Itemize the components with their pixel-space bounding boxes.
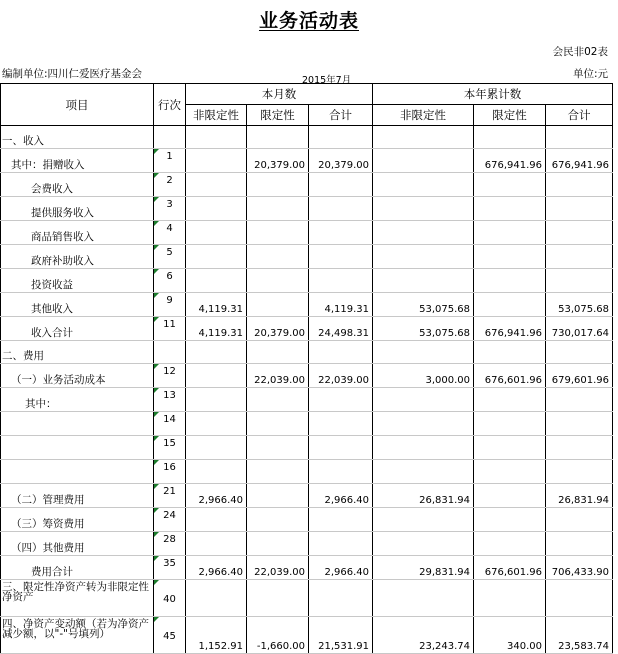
- cell-ytd-total: [546, 460, 613, 484]
- row-seq: 21: [154, 484, 186, 508]
- org-unit: 编制单位:四川仁爱医疗基金会: [2, 68, 143, 80]
- table-row: [1, 436, 613, 460]
- cell-ytd-unrestricted: 26,831.94: [373, 484, 474, 508]
- cell-ytd-restricted: [474, 436, 546, 460]
- cell-ytd-total: [546, 412, 613, 436]
- cell-ytd-unrestricted: [373, 245, 474, 269]
- table-row: [1, 269, 613, 293]
- row-seq: 45: [154, 617, 186, 654]
- cell-month-unrestricted: 4,119.31: [186, 293, 247, 317]
- cell-ytd-unrestricted: [373, 436, 474, 460]
- table-row: [1, 221, 613, 245]
- cell-ytd-unrestricted: 3,000.00: [373, 364, 474, 388]
- cell-month-restricted: [247, 532, 309, 556]
- cell-ytd-restricted: [474, 269, 546, 293]
- cell-month-unrestricted: [186, 508, 247, 532]
- cell-ytd-unrestricted: [373, 221, 474, 245]
- cell-month-total: [309, 173, 373, 197]
- row-item: 政府补助收入: [1, 245, 154, 269]
- header-ytd-group: 本年累计数: [373, 84, 613, 105]
- row-item: [1, 436, 154, 460]
- cell-ytd-unrestricted: [373, 508, 474, 532]
- cell-ytd-restricted: 676,941.96: [474, 317, 546, 341]
- cell-month-unrestricted: [186, 436, 247, 460]
- cell-month-unrestricted: [186, 197, 247, 221]
- row-item: 收入合计: [1, 317, 154, 341]
- cell-ytd-total: 730,017.64: [546, 317, 613, 341]
- row-seq: 1: [154, 149, 186, 173]
- cell-month-total: [309, 460, 373, 484]
- row-seq: 24: [154, 508, 186, 532]
- row-seq: 35: [154, 556, 186, 580]
- cell-ytd-total: 23,583.74: [546, 617, 613, 654]
- cell-ytd-total: [546, 580, 613, 617]
- row-seq: 12: [154, 364, 186, 388]
- cell-ytd-restricted: [474, 197, 546, 221]
- cell-ytd-restricted: 340.00: [474, 617, 546, 654]
- cell-ytd-total: [546, 388, 613, 412]
- cell-ytd-total: 26,831.94: [546, 484, 613, 508]
- row-item: 二、费用: [1, 341, 154, 364]
- cell-month-restricted: [247, 460, 309, 484]
- cell-ytd-restricted: [474, 245, 546, 269]
- row-item: 其中：: [1, 388, 154, 412]
- cell-month-unrestricted: 4,119.31: [186, 317, 247, 341]
- cell-month-unrestricted: [186, 412, 247, 436]
- cell-month-restricted: [247, 269, 309, 293]
- cell-month-unrestricted: 2,966.40: [186, 556, 247, 580]
- cell-month-total: [309, 341, 373, 364]
- table-row: [1, 245, 613, 269]
- cell-month-total: 2,966.40: [309, 556, 373, 580]
- cell-month-unrestricted: [186, 580, 247, 617]
- cell-month-total: [309, 436, 373, 460]
- cell-month-unrestricted: [186, 245, 247, 269]
- row-seq: 11: [154, 317, 186, 341]
- table-row: [1, 364, 613, 388]
- cell-ytd-restricted: [474, 221, 546, 245]
- cell-month-restricted: 22,039.00: [247, 556, 309, 580]
- cell-month-total: [309, 580, 373, 617]
- cell-month-unrestricted: [186, 341, 247, 364]
- row-seq: 28: [154, 532, 186, 556]
- cell-month-total: [309, 412, 373, 436]
- table-row: [1, 197, 613, 221]
- cell-ytd-unrestricted: 53,075.68: [373, 317, 474, 341]
- cell-month-unrestricted: [186, 388, 247, 412]
- cell-ytd-restricted: [474, 484, 546, 508]
- cell-ytd-restricted: 676,601.96: [474, 364, 546, 388]
- table-row: [1, 173, 613, 197]
- table-row: [1, 293, 613, 317]
- cell-month-unrestricted: [186, 532, 247, 556]
- cell-ytd-total: [546, 221, 613, 245]
- cell-ytd-total: [546, 532, 613, 556]
- row-seq: 16: [154, 460, 186, 484]
- cell-ytd-restricted: 676,941.96: [474, 149, 546, 173]
- row-item: [1, 460, 154, 484]
- cell-ytd-total: 679,601.96: [546, 364, 613, 388]
- cell-ytd-restricted: [474, 508, 546, 532]
- cell-month-unrestricted: [186, 126, 247, 149]
- cell-ytd-restricted: [474, 412, 546, 436]
- row-seq: [154, 126, 186, 149]
- cell-ytd-unrestricted: [373, 532, 474, 556]
- table-row: [1, 617, 613, 654]
- cell-ytd-total: [546, 126, 613, 149]
- table-row: [1, 484, 613, 508]
- cell-ytd-restricted: [474, 126, 546, 149]
- cell-month-total: 24,498.31: [309, 317, 373, 341]
- cell-month-restricted: [247, 293, 309, 317]
- row-item: 一、收入: [1, 126, 154, 149]
- row-item: （一）业务活动成本: [1, 364, 154, 388]
- cell-month-total: [309, 221, 373, 245]
- cell-month-restricted: [247, 436, 309, 460]
- table-row: [1, 532, 613, 556]
- cell-month-restricted: [247, 412, 309, 436]
- cell-month-restricted: -1,660.00: [247, 617, 309, 654]
- cell-month-total: [309, 269, 373, 293]
- row-item: 三、限定性净资产转为非限定性净资产: [1, 580, 154, 617]
- row-item: （四）其他费用: [1, 532, 154, 556]
- row-seq: [154, 341, 186, 364]
- row-seq: 13: [154, 388, 186, 412]
- header-seq: 行次: [154, 84, 186, 126]
- row-item: 费用合计: [1, 556, 154, 580]
- cell-month-restricted: [247, 484, 309, 508]
- row-seq: 4: [154, 221, 186, 245]
- table-row: [1, 317, 613, 341]
- cell-ytd-total: [546, 173, 613, 197]
- header-month-unrestricted: 非限定性: [186, 105, 247, 126]
- cell-ytd-unrestricted: [373, 580, 474, 617]
- cell-month-restricted: [247, 221, 309, 245]
- row-seq: 15: [154, 436, 186, 460]
- cell-month-restricted: [247, 245, 309, 269]
- report-period: 2015年7月: [302, 75, 352, 86]
- row-item: 提供服务收入: [1, 197, 154, 221]
- header-ytd-restricted: 限定性: [474, 105, 546, 126]
- cell-month-unrestricted: [186, 364, 247, 388]
- row-seq: 2: [154, 173, 186, 197]
- currency-unit: 单位:元: [572, 68, 608, 80]
- cell-ytd-unrestricted: [373, 412, 474, 436]
- row-item: 会费收入: [1, 173, 154, 197]
- row-item: 投资收益: [1, 269, 154, 293]
- cell-ytd-unrestricted: [373, 197, 474, 221]
- cell-ytd-restricted: [474, 460, 546, 484]
- cell-ytd-unrestricted: [373, 460, 474, 484]
- cell-ytd-restricted: [474, 293, 546, 317]
- cell-ytd-total: [546, 245, 613, 269]
- header-ytd-total: 合计: [546, 105, 613, 126]
- cell-ytd-unrestricted: 23,243.74: [373, 617, 474, 654]
- cell-month-total: 20,379.00: [309, 149, 373, 173]
- cell-month-total: [309, 388, 373, 412]
- cell-month-unrestricted: 2,966.40: [186, 484, 247, 508]
- cell-ytd-unrestricted: [373, 388, 474, 412]
- table-row: [1, 580, 613, 617]
- row-item: （二）管理费用: [1, 484, 154, 508]
- table-row: [1, 388, 613, 412]
- cell-ytd-unrestricted: [373, 173, 474, 197]
- cell-ytd-restricted: 676,601.96: [474, 556, 546, 580]
- cell-ytd-total: [546, 341, 613, 364]
- cell-ytd-total: [546, 269, 613, 293]
- cell-month-total: 22,039.00: [309, 364, 373, 388]
- cell-month-unrestricted: 1,152.91: [186, 617, 247, 654]
- table-row: [1, 126, 613, 149]
- cell-ytd-total: [546, 436, 613, 460]
- cell-ytd-restricted: [474, 388, 546, 412]
- header-month-restricted: 限定性: [247, 105, 309, 126]
- cell-month-restricted: [247, 341, 309, 364]
- row-item: 商品销售收入: [1, 221, 154, 245]
- header-month-group: 本月数: [186, 84, 373, 105]
- cell-month-total: [309, 197, 373, 221]
- cell-month-total: 2,966.40: [309, 484, 373, 508]
- cell-month-total: [309, 508, 373, 532]
- cell-month-restricted: [247, 508, 309, 532]
- cell-month-total: [309, 245, 373, 269]
- cell-month-unrestricted: [186, 460, 247, 484]
- row-item: 其他收入: [1, 293, 154, 317]
- header-ytd-unrestricted: 非限定性: [373, 105, 474, 126]
- row-seq: 14: [154, 412, 186, 436]
- cell-month-unrestricted: [186, 149, 247, 173]
- cell-ytd-restricted: [474, 532, 546, 556]
- table-row: [1, 341, 613, 364]
- cell-ytd-total: 53,075.68: [546, 293, 613, 317]
- cell-ytd-unrestricted: [373, 126, 474, 149]
- row-seq: 5: [154, 245, 186, 269]
- cell-ytd-total: [546, 508, 613, 532]
- cell-ytd-restricted: [474, 580, 546, 617]
- cell-month-unrestricted: [186, 173, 247, 197]
- form-code: 会民非02表: [552, 46, 608, 58]
- cell-month-restricted: 22,039.00: [247, 364, 309, 388]
- table-row: [1, 412, 613, 436]
- cell-month-restricted: 20,379.00: [247, 149, 309, 173]
- table-row: [1, 460, 613, 484]
- row-seq: 40: [154, 580, 186, 617]
- table-row: [1, 556, 613, 580]
- cell-month-restricted: [247, 580, 309, 617]
- cell-month-total: 4,119.31: [309, 293, 373, 317]
- row-item: [1, 412, 154, 436]
- row-seq: 9: [154, 293, 186, 317]
- row-seq: 6: [154, 269, 186, 293]
- row-item: 其中：捐赠收入: [1, 149, 154, 173]
- row-item: （三）筹资费用: [1, 508, 154, 532]
- table-row: [1, 508, 613, 532]
- cell-ytd-unrestricted: [373, 149, 474, 173]
- cell-month-unrestricted: [186, 221, 247, 245]
- cell-ytd-total: [546, 197, 613, 221]
- cell-month-restricted: [247, 173, 309, 197]
- cell-month-total: [309, 126, 373, 149]
- header-month-total: 合计: [309, 105, 373, 126]
- cell-ytd-restricted: [474, 341, 546, 364]
- cell-month-restricted: [247, 126, 309, 149]
- cell-ytd-restricted: [474, 173, 546, 197]
- report-title: 业务活动表: [258, 10, 359, 32]
- row-item: 四、净资产变动额（若为净资产减少额，以"-"号填列）: [1, 617, 154, 654]
- cell-month-restricted: [247, 388, 309, 412]
- cell-ytd-total: 676,941.96: [546, 149, 613, 173]
- activity-table: [0, 83, 613, 654]
- table-row: [1, 149, 613, 173]
- cell-ytd-unrestricted: 53,075.68: [373, 293, 474, 317]
- cell-month-restricted: [247, 197, 309, 221]
- cell-month-total: 21,531.91: [309, 617, 373, 654]
- header-item: 项目: [1, 84, 154, 126]
- cell-ytd-unrestricted: 29,831.94: [373, 556, 474, 580]
- cell-ytd-unrestricted: [373, 269, 474, 293]
- cell-ytd-unrestricted: [373, 341, 474, 364]
- row-seq: 3: [154, 197, 186, 221]
- cell-month-restricted: 20,379.00: [247, 317, 309, 341]
- cell-ytd-total: 706,433.90: [546, 556, 613, 580]
- cell-month-total: [309, 532, 373, 556]
- cell-month-unrestricted: [186, 269, 247, 293]
